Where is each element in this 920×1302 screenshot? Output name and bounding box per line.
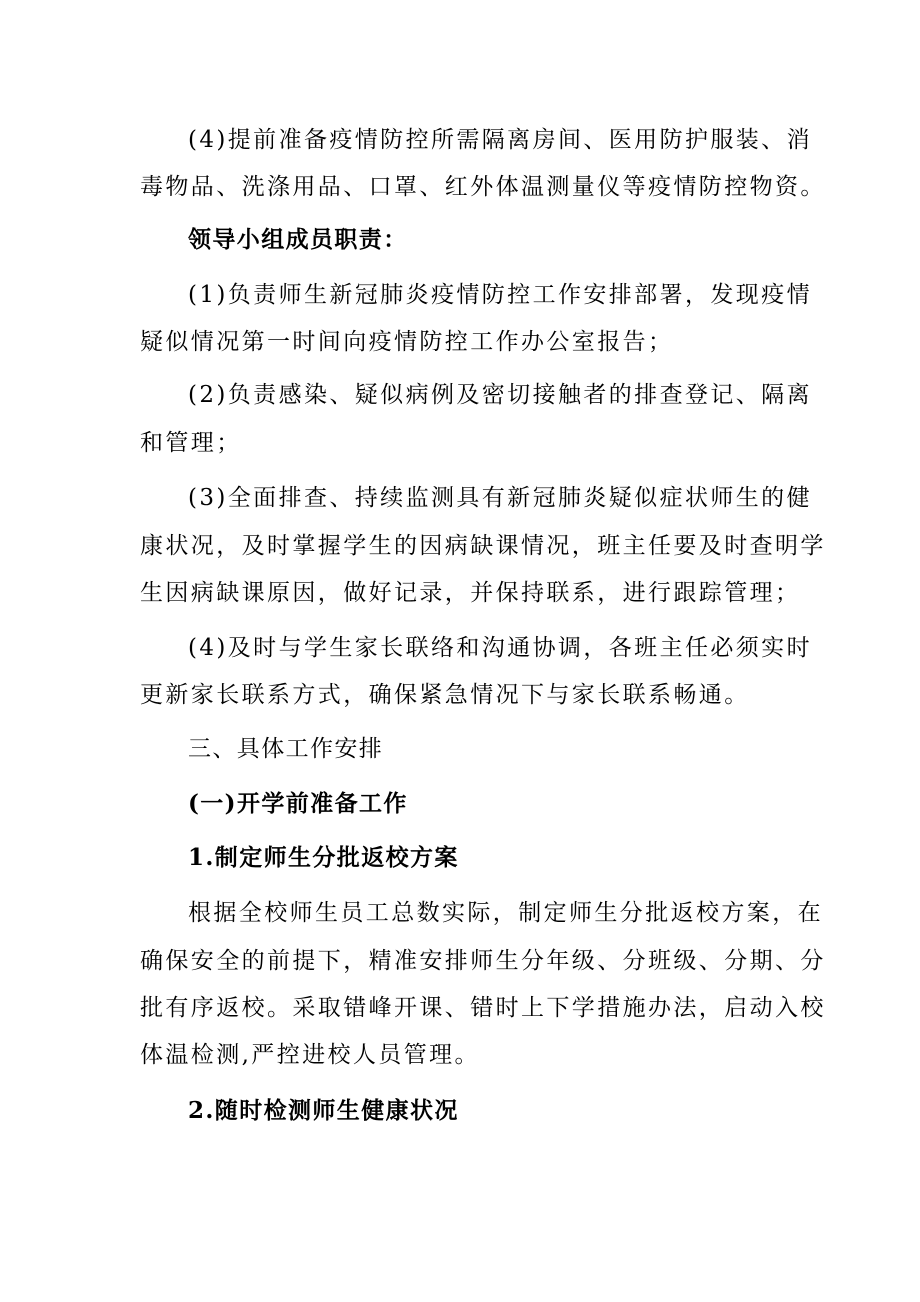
duty-4-line-1: (4)及时与学生家长联络和沟通协调，各班主任必须实时	[188, 635, 812, 661]
item-1-body-line-4: 体温检测,严控进校人员管理。	[140, 1042, 480, 1068]
duty-3-line-3: 生因病缺课原因，做好记录，并保持联系，进行跟踪管理；	[140, 580, 801, 606]
duty-1-line-1: (1)负责师生新冠肺炎疫情防控工作安排部署，发现疫情	[188, 282, 812, 308]
item-1-heading: 1.制定师生分批返校方案	[188, 844, 459, 871]
duty-2-line-2: 和管理；	[140, 430, 242, 456]
section-3-heading: 三、具体工作安排	[188, 736, 384, 762]
subsection-1-heading: (一)开学前准备工作	[188, 790, 408, 817]
item-1-body-line-1: 根据全校师生员工总数实际，制定师生分批返校方案，在	[188, 900, 823, 926]
item-1-body-line-3: 批有序返校。采取错峰开课、错时上下学措施办法，启动入校	[140, 995, 826, 1021]
duty-2-line-1: (2)负责感染、疑似病例及密切接触者的排查登记、隔离	[188, 382, 812, 408]
paragraph-item-4-line-2: 毒物品、洗涤用品、口罩、红外体温测量仪等疫情防控物资。	[140, 174, 826, 200]
duty-4-line-2: 更新家长联系方式，确保紧急情况下与家长联系畅通。	[140, 682, 750, 708]
item-2-heading: 2.随时检测师生健康状况	[188, 1097, 459, 1124]
duty-1-line-2: 疑似情况第一时间向疫情防控工作办公室报告；	[140, 329, 674, 355]
item-1-body-line-2: 确保安全的前提下，精准安排师生分年级、分班级、分期、分	[140, 948, 826, 974]
duty-3-line-2: 康状况，及时掌握学生的因病缺课情况，班主任要及时查明学	[140, 533, 826, 559]
paragraph-item-4-line-1: (4)提前准备疫情防控所需隔离房间、医用防护服装、消	[188, 127, 812, 153]
leader-duties-heading: 领导小组成员职责：	[188, 226, 408, 253]
duty-3-line-1: (3)全面排查、持续监测具有新冠肺炎疑似症状师生的健	[188, 485, 812, 511]
